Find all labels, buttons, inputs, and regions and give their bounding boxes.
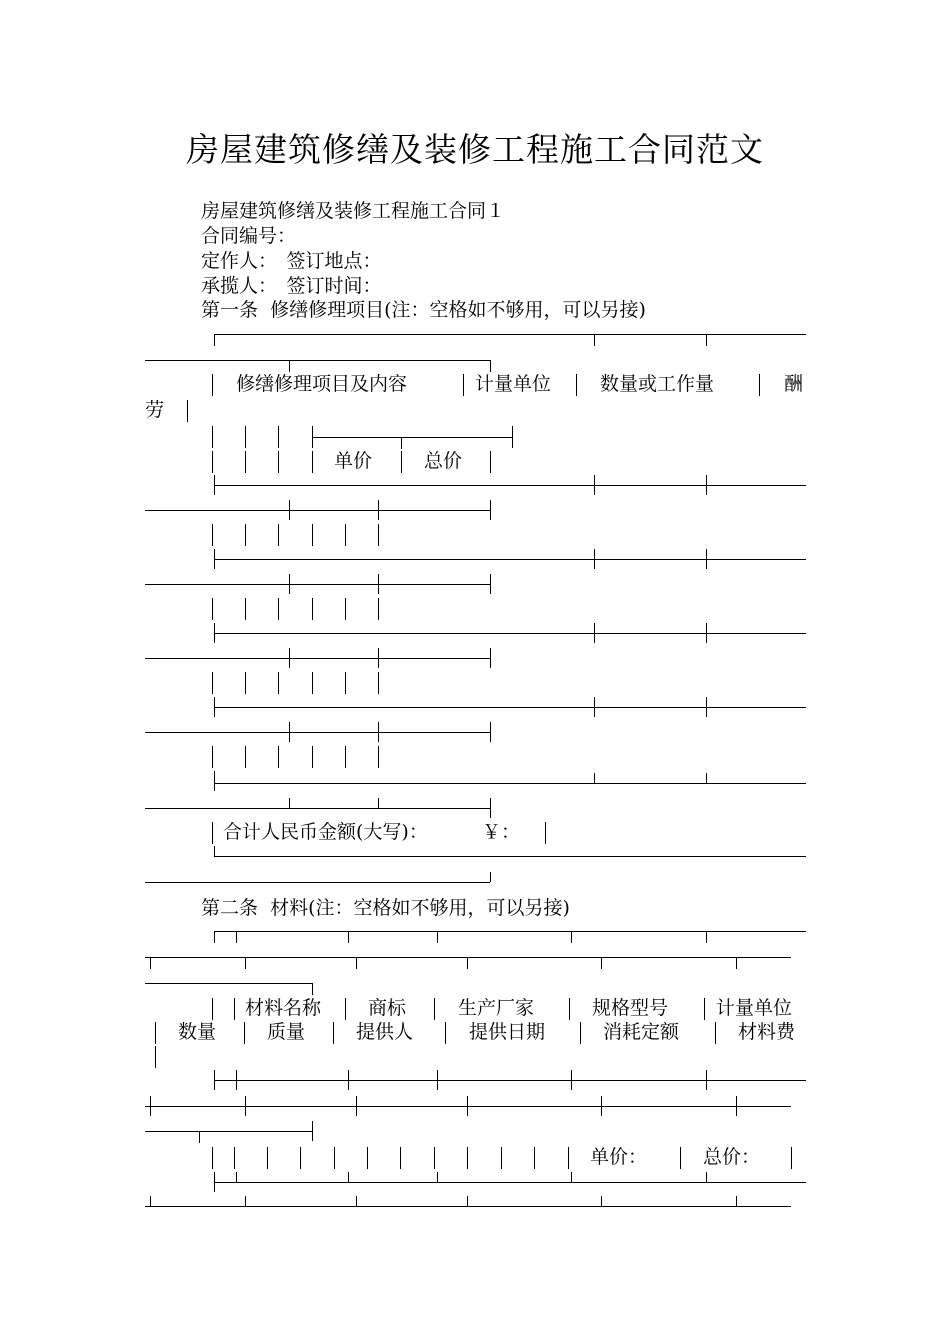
header-material-fee: 材料费 [738, 1021, 796, 1043]
contractor-line: 定作人： 签订地点： [201, 250, 382, 272]
header-total-price: 总价 [424, 450, 463, 472]
article-1-heading: 第一条 修缮修理项目(注：空格如不够用，可以另接) [201, 299, 646, 321]
price-row-unit-price: 单价： [590, 1146, 648, 1168]
total-amount-label: 合计人民币金额(大写)： [223, 821, 428, 843]
header-quality: 质量 [267, 1021, 306, 1043]
header-item: 修缮修理项目及内容 [236, 373, 408, 395]
header-manufacturer: 生产厂家 [458, 997, 535, 1019]
header-brand: 商标 [368, 997, 407, 1019]
header-measure-unit: 计量单位 [716, 997, 793, 1019]
contract-subtitle: 房屋建筑修缮及装修工程施工合同１ [201, 200, 506, 222]
header-provide-date: 提供日期 [469, 1021, 546, 1043]
header-quantity: 数量或工作量 [600, 373, 715, 395]
header-consumption-norm: 消耗定额 [603, 1021, 680, 1043]
contract-number: 合同编号： [201, 225, 297, 247]
header-spec: 规格型号 [592, 997, 669, 1019]
header-unit-price: 单价 [334, 450, 373, 472]
header-provider: 提供人 [356, 1021, 414, 1043]
header-quantity-2: 数量 [178, 1021, 217, 1043]
header-unit: 计量单位 [475, 373, 552, 395]
header-pay-b: 劳 [145, 399, 165, 421]
undertaker-line: 承揽人： 签订时间： [201, 275, 382, 297]
total-amount-yen: ￥： [482, 821, 521, 843]
price-row-total-price: 总价： [703, 1146, 761, 1168]
header-material-name: 材料名称 [245, 997, 322, 1019]
article-2-heading: 第二条 材料(注：空格如不够用，可以另接) [201, 897, 570, 919]
header-pay-a: 酬 [784, 373, 804, 395]
document-title: 房屋建筑修缮及装修工程施工合同范文 [186, 130, 764, 169]
